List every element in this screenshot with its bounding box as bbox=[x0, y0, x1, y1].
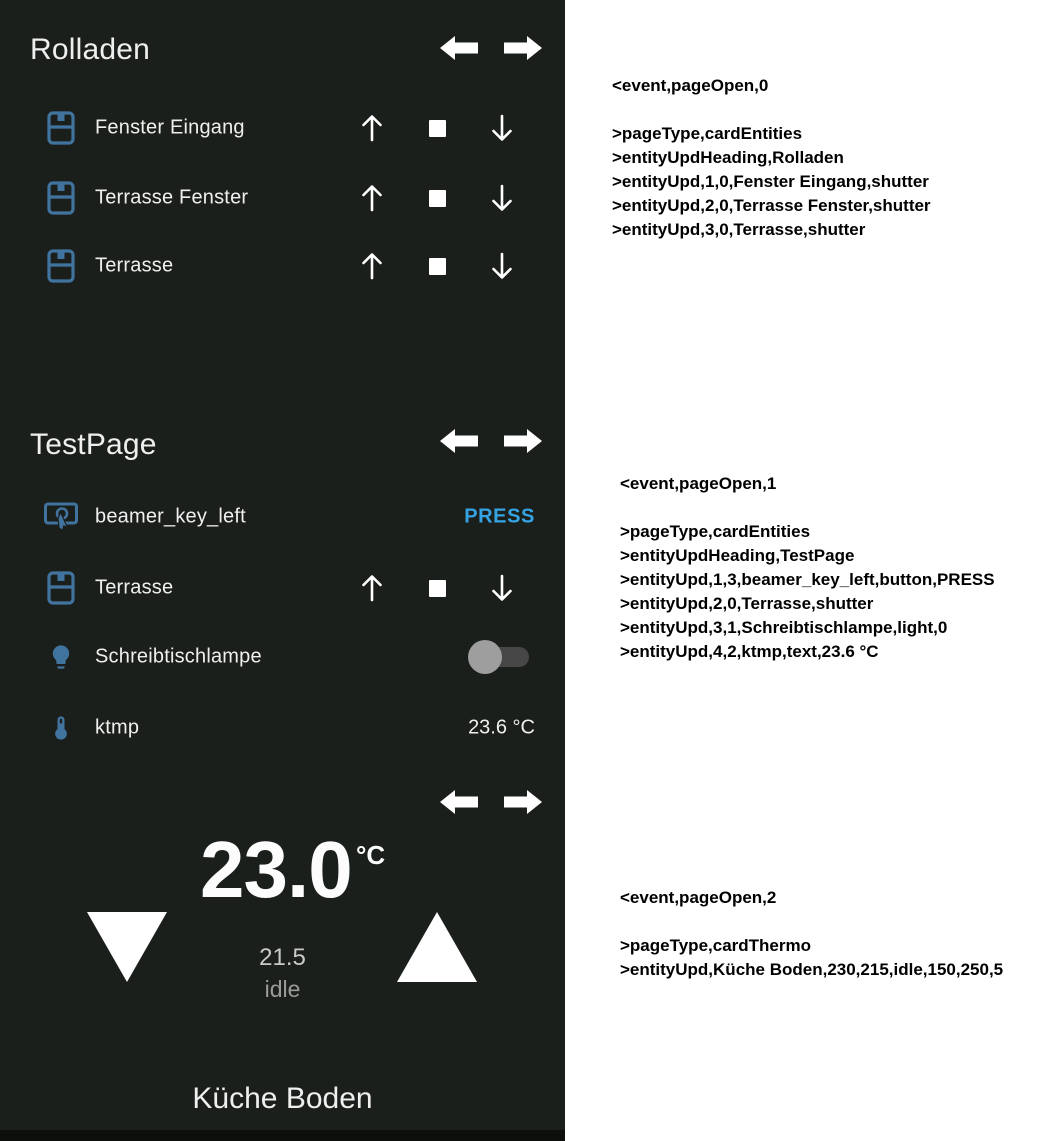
stop-square-icon bbox=[429, 580, 446, 597]
log-block-page0 bbox=[612, 74, 931, 242]
entity-row-terrasse bbox=[0, 566, 565, 610]
shutter-controls bbox=[352, 568, 522, 608]
window-shutter-icon bbox=[42, 249, 80, 283]
shutter-down-button[interactable] bbox=[482, 568, 522, 608]
window-shutter-icon bbox=[42, 181, 80, 215]
page-nav bbox=[440, 787, 542, 817]
temperature-value: 23.6 °C bbox=[468, 716, 535, 739]
log-event-line: <event,pageOpen,1 bbox=[620, 474, 777, 493]
entity-label: Terrasse bbox=[95, 576, 174, 599]
card-entities-testpage bbox=[0, 380, 565, 760]
entity-label: ktmp bbox=[95, 716, 140, 739]
log-line: >entityUpd,2,0,Terrasse Fenster,shutter bbox=[612, 196, 931, 215]
temperature-unit: °C bbox=[356, 840, 386, 870]
log-line: >entityUpd,1,0,Fenster Eingang,shutter bbox=[612, 172, 929, 191]
shutter-stop-button[interactable] bbox=[417, 108, 457, 148]
entity-label: Terrasse bbox=[95, 254, 174, 277]
page-title: TestPage bbox=[30, 428, 157, 461]
nav-next-button[interactable] bbox=[504, 426, 542, 456]
stop-square-icon bbox=[429, 120, 446, 137]
entity-row-ktmp bbox=[0, 706, 565, 750]
log-line: >entityUpd,3,1,Schreibtischlampe,light,0 bbox=[620, 618, 948, 637]
log-line: >entityUpd,1,3,beamer_key_left,button,PRESS bbox=[620, 570, 995, 589]
entity-row-schreibtischlampe bbox=[0, 635, 565, 679]
arrow-down-icon bbox=[489, 181, 515, 215]
log-line: >entityUpd,3,0,Terrasse,shutter bbox=[612, 220, 866, 239]
log-lines bbox=[612, 122, 931, 242]
arrow-up-icon bbox=[359, 181, 385, 215]
card-entities-rolladen bbox=[0, 0, 565, 380]
log-block-page1 bbox=[620, 472, 995, 664]
stop-square-icon bbox=[429, 190, 446, 207]
entity-row-terrasse-fenster bbox=[0, 176, 565, 220]
entity-label: beamer_key_left bbox=[95, 505, 246, 528]
log-event-line: <event,pageOpen,0 bbox=[612, 76, 769, 95]
screen-bottom-edge bbox=[0, 1130, 565, 1141]
light-toggle-switch[interactable] bbox=[471, 647, 529, 667]
shutter-up-button[interactable] bbox=[352, 178, 392, 218]
shutter-down-button[interactable] bbox=[482, 178, 522, 218]
arrow-right-bold-icon bbox=[504, 33, 542, 63]
target-temperature: 21.5 bbox=[259, 944, 306, 971]
entity-label: Terrasse Fenster bbox=[95, 186, 249, 209]
log-lines bbox=[620, 934, 1003, 982]
arrow-up-icon bbox=[359, 571, 385, 605]
shutter-controls bbox=[352, 108, 522, 148]
arrow-left-bold-icon bbox=[440, 33, 478, 63]
thermometer-icon bbox=[42, 713, 80, 743]
lightbulb-icon bbox=[42, 643, 80, 671]
page-title: Rolladen bbox=[30, 33, 151, 66]
nav-prev-button[interactable] bbox=[440, 787, 478, 817]
shutter-stop-button[interactable] bbox=[417, 568, 457, 608]
log-line: >pageType,cardThermo bbox=[620, 936, 811, 955]
arrow-down-icon bbox=[489, 111, 515, 145]
entity-label: Schreibtischlampe bbox=[95, 645, 262, 668]
nav-prev-button[interactable] bbox=[440, 426, 478, 456]
log-line: >entityUpd,Küche Boden,230,215,idle,150,250,5 bbox=[620, 960, 1004, 979]
shutter-down-button[interactable] bbox=[482, 246, 522, 286]
shutter-down-button[interactable] bbox=[482, 108, 522, 148]
arrow-down-icon bbox=[489, 249, 515, 283]
arrow-up-icon bbox=[359, 249, 385, 283]
shutter-up-button[interactable] bbox=[352, 108, 392, 148]
log-line: >pageType,cardEntities bbox=[620, 522, 811, 541]
arrow-right-bold-icon bbox=[504, 787, 542, 817]
entity-row-beamer-key-left bbox=[0, 495, 565, 539]
log-lines bbox=[620, 520, 995, 664]
press-button[interactable]: PRESS bbox=[464, 505, 535, 528]
log-line: >entityUpd,4,2,ktmp,text,23.6 °C bbox=[620, 642, 879, 661]
nav-prev-button[interactable] bbox=[440, 33, 478, 63]
shutter-controls bbox=[352, 246, 522, 286]
log-line: >entityUpdHeading,TestPage bbox=[620, 546, 855, 565]
arrow-right-bold-icon bbox=[504, 426, 542, 456]
gesture-tap-button-icon bbox=[42, 502, 80, 532]
nav-next-button[interactable] bbox=[504, 787, 542, 817]
log-block-page2 bbox=[620, 886, 1003, 982]
page-nav bbox=[440, 426, 542, 456]
log-line: >entityUpd,2,0,Terrasse,shutter bbox=[620, 594, 874, 613]
shutter-stop-button[interactable] bbox=[417, 246, 457, 286]
log-event-line: <event,pageOpen,2 bbox=[620, 888, 777, 907]
log-line: >entityUpdHeading,Rolladen bbox=[612, 148, 844, 167]
window-shutter-icon bbox=[42, 571, 80, 605]
shutter-stop-button[interactable] bbox=[417, 178, 457, 218]
entity-label: Fenster Eingang bbox=[95, 116, 245, 139]
current-temperature: 23.0 bbox=[200, 825, 352, 914]
arrow-left-bold-icon bbox=[440, 426, 478, 456]
entity-row-fenster-eingang bbox=[0, 106, 565, 150]
arrow-up-icon bbox=[359, 111, 385, 145]
shutter-controls bbox=[352, 178, 522, 218]
window-shutter-icon bbox=[42, 111, 80, 145]
hvac-state: idle bbox=[264, 976, 301, 1002]
shutter-up-button[interactable] bbox=[352, 568, 392, 608]
entity-row-terrasse bbox=[0, 244, 565, 288]
thermo-title: Küche Boden bbox=[192, 1082, 373, 1115]
page-nav bbox=[440, 33, 542, 63]
arrow-left-bold-icon bbox=[440, 787, 478, 817]
nav-next-button[interactable] bbox=[504, 33, 542, 63]
stop-square-icon bbox=[429, 258, 446, 275]
shutter-up-button[interactable] bbox=[352, 246, 392, 286]
log-line: >pageType,cardEntities bbox=[612, 124, 803, 143]
arrow-down-icon bbox=[489, 571, 515, 605]
